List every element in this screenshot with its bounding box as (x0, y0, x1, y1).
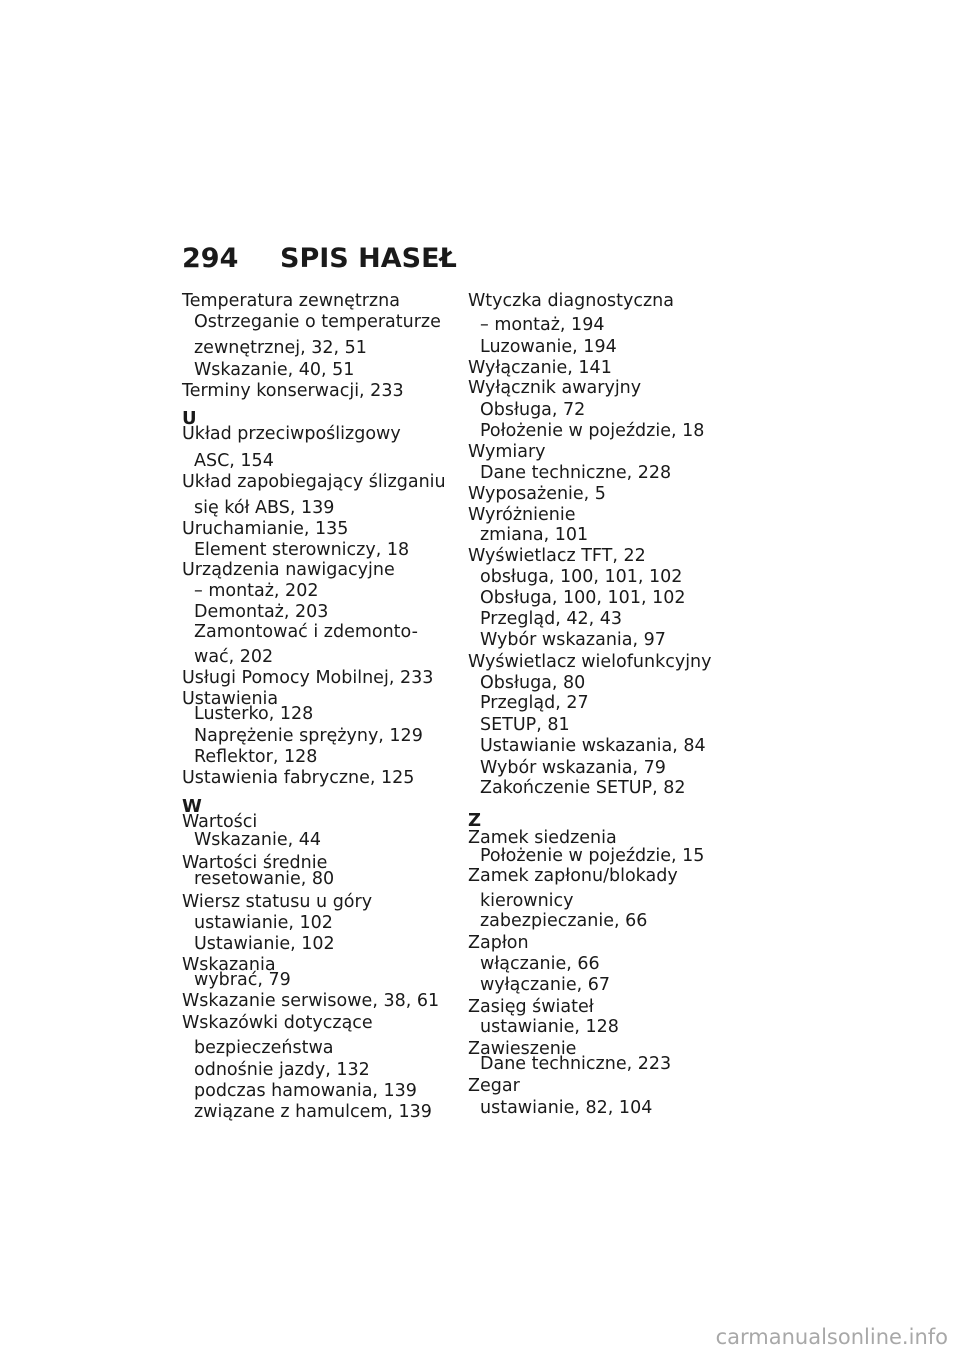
index-subentry: Element sterowniczy, 18 (194, 540, 410, 560)
index-subentry: Obsługa, 80 (480, 673, 586, 693)
index-subentry: zmiana, 101 (480, 525, 589, 545)
index-subentry: Obsługa, 72 (480, 400, 586, 420)
index-subentry: obsługa, 100, 101, 102 (480, 567, 683, 587)
index-subentry: Wskazanie, 44 (194, 830, 321, 850)
index-subentry: włączanie, 66 (480, 954, 600, 974)
index-entry: Wyróżnienie (468, 505, 576, 525)
index-subentry: – montaż, 194 (480, 315, 605, 335)
index-entry: Zapłon (468, 933, 529, 953)
index-entry: Układ przeciwpoślizgowy (182, 424, 401, 444)
index-entry: Wskazania (182, 955, 276, 975)
index-subentry: Dane techniczne, 228 (480, 463, 672, 483)
index-subentry: Luzowanie, 194 (480, 337, 617, 357)
index-subentry: Położenie w pojeździe, 18 (480, 421, 705, 441)
index-subentry: ASC, 154 (194, 451, 274, 471)
index-column-left (182, 290, 452, 1130)
index-entry: Ustawienia fabryczne, 125 (182, 768, 415, 788)
index-entry: Usługi Pomocy Mobilnej, 233 (182, 668, 434, 688)
index-entry: Wiersz statusu u góry (182, 892, 373, 912)
index-subentry: Przegląd, 27 (480, 693, 589, 713)
page-number: 294 (182, 243, 239, 274)
index-entry: Wskazanie serwisowe, 38, 61 (182, 991, 440, 1011)
index-subentry: Położenie w pojeździe, 15 (480, 846, 705, 866)
index-subentry: kierownicy (480, 891, 574, 911)
index-subentry: bezpieczeństwa (194, 1038, 334, 1058)
index-entry: Wymiary (468, 442, 546, 462)
index-entry: Zegar (468, 1076, 520, 1096)
index-section-letter: W (182, 796, 202, 817)
index-entry: Urządzenia nawigacyjne (182, 560, 395, 580)
index-subentry: Demontaż, 203 (194, 602, 329, 622)
index-entry: Wyposażenie, 5 (468, 484, 606, 504)
index-subentry: wać, 202 (194, 647, 274, 667)
index-subentry: Ustawianie wskazania, 84 (480, 736, 706, 756)
index-subentry: Reflektor, 128 (194, 747, 318, 767)
index-entry: Zamek siedzenia (468, 828, 617, 848)
index-subentry: się kół ABS, 139 (194, 498, 335, 518)
index-entry: Wtyczka diagnostyczna (468, 291, 675, 311)
index-entry: Wyłączanie, 141 (468, 358, 612, 378)
index-subentry: ustawianie, 102 (194, 913, 333, 933)
index-entry: Wartości średnie (182, 853, 328, 873)
index-subentry: wyłączanie, 67 (480, 975, 611, 995)
index-subentry: SETUP, 81 (480, 715, 570, 735)
index-subentry: – montaż, 202 (194, 581, 319, 601)
index-entry: Wartości (182, 812, 258, 832)
index-subentry: związane z hamulcem, 139 (194, 1102, 432, 1122)
index-subentry: zabezpieczanie, 66 (480, 911, 648, 931)
index-subentry: Wskazanie, 40, 51 (194, 360, 355, 380)
index-subentry: odnośnie jazdy, 132 (194, 1060, 370, 1080)
index-entry: Zawieszenie (468, 1039, 577, 1059)
index-subentry: Zamontować i zdemonto- (194, 622, 418, 642)
index-subentry: Wybór wskazania, 97 (480, 630, 666, 650)
index-subentry: Wybór wskazania, 79 (480, 758, 666, 778)
index-entry: Wyświetlacz TFT, 22 (468, 546, 646, 566)
index-subentry: Dane techniczne, 223 (480, 1054, 672, 1074)
index-subentry: Ustawianie, 102 (194, 934, 335, 954)
index-entry: Wyłącznik awaryjny (468, 378, 642, 398)
page-title: SPIS HASEŁ (280, 243, 457, 274)
index-entry: Zamek zapłonu/blokady (468, 866, 678, 886)
index-subentry: zewnętrznej, 32, 51 (194, 338, 367, 358)
index-entry: Terminy konserwacji, 233 (182, 381, 404, 401)
index-entry: Temperatura zewnętrzna (182, 291, 400, 311)
index-entry: Ustawienia (182, 689, 279, 709)
index-subentry: podczas hamowania, 139 (194, 1081, 417, 1101)
index-section-letter: U (182, 408, 197, 429)
index-entry: Wyświetlacz wielofunkcyjny (468, 652, 712, 672)
index-subentry: Naprężenie sprężyny, 129 (194, 726, 423, 746)
index-subentry: ustawianie, 128 (480, 1017, 619, 1037)
index-subentry: Zakończenie SETUP, 82 (480, 778, 686, 798)
index-subentry: resetowanie, 80 (194, 869, 335, 889)
index-subentry: Ostrzeganie o temperaturze (194, 312, 441, 332)
index-section-letter: Z (468, 810, 482, 831)
index-subentry: Lusterko, 128 (194, 704, 314, 724)
index-entry: Uruchamianie, 135 (182, 519, 349, 539)
watermark-text: carmanualsonline.info (715, 1325, 948, 1349)
index-subentry: Przegląd, 42, 43 (480, 609, 622, 629)
index-entry: Zasięg świateł (468, 997, 594, 1017)
index-entry: Układ zapobiegający ślizganiu (182, 472, 446, 492)
index-subentry: ustawianie, 82, 104 (480, 1098, 653, 1118)
index-column-right (468, 290, 748, 1130)
index-subentry: wybrać, 79 (194, 970, 291, 990)
index-entry: Wskazówki dotyczące (182, 1013, 373, 1033)
index-subentry: Obsługa, 100, 101, 102 (480, 588, 686, 608)
